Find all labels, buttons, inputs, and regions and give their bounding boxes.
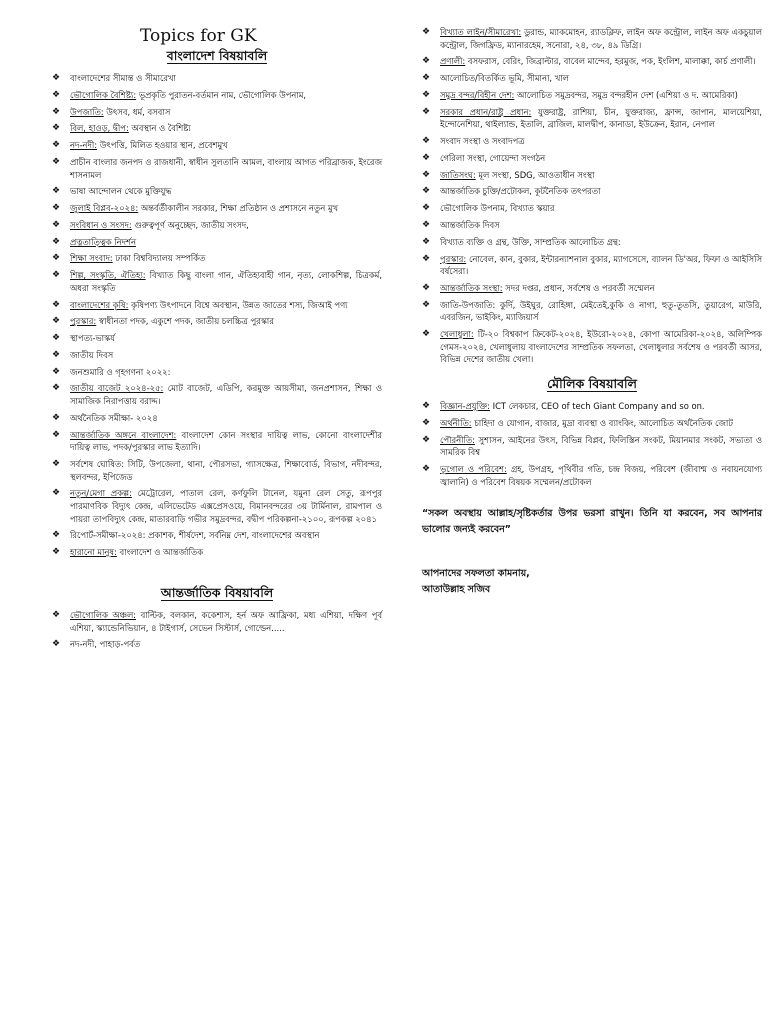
item-label: জাতীয় বাজেট ২০২৪-২৫:: [70, 383, 164, 394]
diamond-bullet-icon: ❖: [52, 219, 61, 230]
item-label: সংবিধান ও সংসদ:: [70, 219, 132, 230]
item-text: গেরিলা সংস্থা, গোয়েন্দা সংগঠন: [440, 152, 546, 163]
diamond-bullet-icon: ❖: [52, 459, 61, 469]
document-title: Topics for GK: [140, 26, 257, 46]
section-title-international: আন্তর্জাতিক বিষয়াবলি: [160, 584, 274, 600]
item-label: হারানো মানুষ:: [70, 547, 117, 558]
diamond-bullet-icon: ❖: [422, 203, 431, 214]
item-text: ডুরান্ড, ম্যাকমোহন, র‍্যাডক্লিফ, লাইন অফ কন্ট্রোল, লাইন অফ একচুয়াল কন্ট্রোল, জিগফ্রিড, ম্যানারহেম, সনোরা, ২৪, ৩৮, ৪৯ ডিগ্রি।: [440, 27, 763, 50]
diamond-bullet-icon: ❖: [422, 282, 431, 293]
item-text: মূল সংস্থা, SDG, আওতাধীন সংস্থা: [475, 169, 595, 180]
item-text: অন্তর্বর্তীকালীন সরকার, শিক্ষা প্রতিষ্ঠান ও প্রশাসনে নতুন মুখ: [138, 203, 339, 214]
item-text: যুক্তরাষ্ট্র, রাশিয়া, চীন, যুক্তরাজ্য, ফ্রান্স, জাপান, মালয়েশিয়া, ইন্দোনেশিয়া, থাইল্যান্ড, ইতালি, ব্রাজিল, মালদ্বীপ, কানাডা, ইউক্রেন, ইরান, নেপাল: [440, 106, 763, 130]
diamond-bullet-icon: ❖: [422, 152, 431, 163]
item-text: আন্তর্জাতিক চুক্তি/প্রটোকল, কূটনৈতিক তৎপরতা: [440, 186, 601, 197]
list-item: [52, 156, 382, 181]
list-item: [52, 106, 382, 119]
diamond-bullet-icon: ❖: [52, 609, 61, 620]
item-text: সর্বশেষ ঘোষিত: সিটি, উপজেলা, থানা, পৌরসভা, গ্যাসক্ষেত্র, শিক্ষাবোর্ড, বিভাগ, নদীবন্দর, স্থলবন্দর, ইপিজেড: [70, 459, 382, 482]
diamond-bullet-icon: ❖: [52, 316, 61, 327]
list-item: [422, 185, 762, 198]
list-item: [52, 349, 382, 362]
item-text: নদ-নদী, পাহাড়-পর্বত: [70, 639, 141, 650]
item-text: বাংলাদেশ কোন সংস্থার দায়িত্ব লাভ, কোনো বাংলাদেশীর দায়িত্ব লাভ, পদক/পুরস্কার লাভ ইত্যাদি।: [70, 429, 382, 453]
diamond-bullet-icon: ❖: [422, 136, 431, 147]
item-text: সদর দপ্তর, প্রধান, সর্বশেষ ও পরবর্তী সম্মেলন: [502, 282, 655, 293]
item-label: পৌরনীতি:: [440, 434, 475, 445]
diamond-bullet-icon: ❖: [52, 333, 61, 344]
diamond-bullet-icon: ❖: [422, 89, 431, 100]
item-text: উৎপত্তি, মিলিত হওয়ার স্থান, প্রবেশমুখ: [97, 140, 228, 151]
item-label: শিক্ষা সংবাদ:: [70, 253, 113, 264]
list-item: [52, 219, 382, 232]
diamond-bullet-icon: ❖: [52, 383, 61, 394]
item-text: আলোচিত সমুদ্রবন্দর, সমুদ্র বন্দরহীন দেশ (এশিয়া ও দ. আমেরিকা): [514, 89, 738, 100]
diamond-bullet-icon: ❖: [52, 299, 61, 310]
item-label: বিজ্ঞান-প্রযুক্তি:: [440, 401, 490, 412]
item-text: নোবেল, কান, বুকার, ইন্টারন্যাশনাল বুকার, ম্যাগসেসে, ব্যালন ডি'অর, ফিফা ও আইসিসি বর্ষসেরা।: [440, 253, 762, 277]
item-text: গ্রহ, উপগ্রহ, পৃথিবীর গতি, চন্দ্র বিজয়, পরিবেশ (জীবাশ্ম ও নবায়নযোগ্য জ্বালানি) ও পরিবেশ বিষয়ক সম্মেলন/প্রটোকল: [440, 464, 762, 487]
item-label: নতুন/মেগা প্রকল্প:: [70, 488, 132, 499]
item-label: আন্তর্জাতিক সংস্থা:: [440, 282, 503, 293]
list-item: [422, 72, 762, 85]
list-item: [52, 546, 382, 559]
list-item: [422, 106, 762, 131]
item-text: স্বাধীনতা পদক, একুশে পদক, জাতীয় চলচ্চিত্র পুরস্কার: [96, 316, 274, 327]
diamond-bullet-icon: ❖: [52, 429, 61, 440]
diamond-bullet-icon: ❖: [422, 73, 431, 84]
diamond-bullet-icon: ❖: [422, 169, 431, 180]
list-item: [52, 236, 382, 249]
item-label: ভূগোল ও পরিবেশ:: [440, 464, 507, 474]
item-text: সংবাদ সংস্থা ও সংবাদপত্র: [440, 136, 525, 147]
list-item: [422, 219, 762, 232]
diamond-bullet-icon: ❖: [52, 366, 61, 377]
diamond-bullet-icon: ❖: [422, 464, 431, 474]
item-label: খেলাধুলা:: [440, 329, 474, 340]
item-text: জাতীয় দিবস: [70, 349, 114, 360]
list-item: [422, 89, 762, 102]
diamond-bullet-icon: ❖: [422, 236, 431, 247]
item-label: পুরস্কার:: [440, 253, 467, 264]
item-text: চাহিদা ও যোগান, বাজার, মুদ্রা ব্যবস্থা ও ব্যাংকিং, আলোচিত অর্থনৈতিক জোট: [471, 417, 733, 428]
item-text: জাতি-উপজাতি: কুর্দি, উইঘুর, রোহিঙ্গা, মেইতেই,কুকি ও নাগা, হুতু-তুতসি, তুয়ারেগ, মাউরি, এবরজিন, ভাইকিং, ম্যাজিয়ার্স: [440, 299, 762, 323]
item-text: মেট্রোরেল, পাতাল রেল, কর্ণফুলি টানেল, যমুনা রেল সেতু, রূপপুর পারমাণবিক বিদ্যুৎ কেন্দ্র, এলিভেটেড এক্সপ্রেসওয়ে, বিমানবন্দরের ৩য় টার্মিনাল, রামপাল ও পায়রা তাপবিদ্যুৎ কেন্দ্র, মাতারবাড়ি গভীর সমুদ্রবন্দর, বদ্বীপ পরিকল্পনা-২১০০, রূপকল্প ২০৪১: [70, 488, 382, 524]
list-item: [52, 638, 382, 651]
list-item: [422, 169, 762, 182]
right-column: [422, 26, 762, 598]
item-label: জাতিসংঘ:: [440, 169, 476, 180]
list-item: [422, 417, 762, 430]
item-text: ICT লেকচার, CEO of tech Giant Company and so on.: [489, 401, 705, 412]
list-item: [52, 429, 382, 454]
diamond-bullet-icon: ❖: [52, 547, 61, 558]
item-label: বিল, হাওড়, দ্বীপ:: [70, 123, 129, 134]
item-label: নদ-নদী:: [70, 140, 98, 151]
item-text: বসফরাস, বেরিং, জিব্রাল্টার, বাবেল মান্দেব, হরমুজ, পক, ইংলিশ, মালাক্কা, কার্চ প্রণালী।: [465, 56, 756, 67]
list-item: [422, 328, 762, 366]
item-label: প্রণালী:: [440, 56, 466, 67]
item-label: বাংলাদেশের কৃষি:: [70, 299, 129, 310]
item-text: বাংলাদেশের সীমান্ত ও সীমারেখা: [70, 73, 176, 83]
diamond-bullet-icon: ❖: [52, 639, 61, 650]
list-item: [422, 26, 762, 51]
list-item: [52, 609, 382, 634]
list-item: [52, 252, 382, 265]
diamond-bullet-icon: ❖: [422, 56, 431, 67]
item-text: জনশুমারি ও গৃহগণনা ২০২২:: [70, 366, 171, 377]
item-text: মোট বাজেট, এডিপি, করমুক্ত আয়সীমা, জনপ্রশাসন, শিক্ষা ও সামাজিক নিরাপত্তায় বরাদ্দ।: [70, 383, 382, 407]
diamond-bullet-icon: ❖: [52, 89, 61, 100]
list-item: [52, 122, 382, 135]
item-text: অর্থনৈতিক সমীক্ষা- ২০২৪: [70, 412, 158, 423]
diamond-bullet-icon: ❖: [52, 530, 61, 541]
item-text: বিখ্যাত কিছু বাংলা গান, ঐতিহ্যবাহী গান, নৃত্য, লোকশিল্প, চিত্রকর্ম, অধরা সংস্কৃতি: [70, 270, 382, 293]
item-label: সরকার প্রধান/রাষ্ট্র প্রধান:: [440, 106, 532, 117]
diamond-bullet-icon: ❖: [52, 270, 61, 281]
item-text: ভূপ্রকৃতি পুরাতন-বর্তমান নাম, ভৌগোলিক উপনাম,: [136, 89, 307, 100]
list-international-left: [52, 609, 382, 651]
list-item: [52, 487, 382, 525]
quote-text: “সকল অবস্থায় আল্লাহ/সৃষ্টিকর্তার উপর ভরসা রাখুন। তিনি যা করবেন, সব আপনার ভালোর জন্যই করবেন”: [422, 508, 762, 536]
diamond-bullet-icon: ❖: [52, 236, 61, 247]
list-item: [422, 282, 762, 295]
list-item: [422, 253, 762, 278]
list-item: [422, 463, 762, 488]
list-item: [52, 315, 382, 328]
diamond-bullet-icon: ❖: [422, 186, 431, 197]
diamond-bullet-icon: ❖: [52, 186, 61, 197]
list-item: [52, 458, 382, 483]
diamond-bullet-icon: ❖: [422, 106, 431, 117]
item-label: প্রত্নতাত্ত্বিক নিদর্শন: [70, 236, 137, 247]
list-item: [52, 299, 382, 312]
list-item: [422, 299, 762, 324]
item-text: গুরুত্বপূর্ণ অনুচ্ছেদ, জাতীয় সংসদ,: [131, 219, 249, 230]
list-item: [52, 366, 382, 379]
item-text: বাংলাদেশ ও আন্তর্জাতিক: [116, 547, 204, 558]
diamond-bullet-icon: ❖: [52, 349, 61, 360]
item-label: অর্থনীতি:: [440, 417, 472, 428]
signature-line-name: আতাউল্লাহ সজিব: [422, 584, 491, 596]
item-label: বিখ্যাত লাইন/সীমারেখা:: [440, 27, 522, 37]
item-text: অবস্থান ও বৈশিষ্ট্য: [128, 123, 191, 134]
list-item: [422, 202, 762, 215]
item-label: জুলাই বিপ্লব-২০২৪:: [70, 203, 139, 214]
section-title-bangladesh: বাংলাদেশ বিষয়াবলি: [166, 48, 268, 63]
diamond-bullet-icon: ❖: [52, 73, 61, 83]
item-text: বিখ্যাত ব্যক্তি ও গ্রন্থ, উক্তি, সাম্প্রতিক আলোচিত গ্রন্থ:: [440, 236, 621, 247]
diamond-bullet-icon: ❖: [52, 253, 61, 264]
item-label: সমুদ্র বন্দর/বিহীন দেশ:: [440, 89, 515, 100]
list-item: [52, 72, 382, 85]
diamond-bullet-icon: ❖: [52, 488, 61, 499]
item-text: ভাষা আন্দোলন থেকে মুক্তিযুদ্ধ: [70, 186, 172, 197]
section-title-basic: মৌলিক বিষয়াবলি: [547, 376, 637, 392]
list-item: [422, 152, 762, 165]
list-item: [422, 135, 762, 148]
item-text: আলোচিত/বিতর্কিত ভূমি, সীমানা, খাল: [440, 73, 569, 84]
diamond-bullet-icon: ❖: [52, 123, 61, 134]
item-text: আন্তর্জাতিক দিবস: [440, 220, 500, 230]
list-basic: [422, 400, 762, 488]
list-item: [52, 382, 382, 407]
item-label: পুরস্কার:: [70, 316, 97, 327]
item-label: ভৌগোলিক অঞ্চল:: [70, 609, 137, 620]
list-item: [422, 236, 762, 249]
list-international-right: [422, 26, 762, 366]
diamond-bullet-icon: ❖: [52, 203, 61, 214]
signature-line-greeting: আপনাদের সফলতা কামনায়,: [422, 568, 530, 580]
list-item: [52, 332, 382, 345]
item-text: সুশাসন, আইনের উৎস, বিভিন্ন বিপ্লব, ফিলিস্তিন সংকট, মিয়ানমার সংকট, সভ্যতা ও সামরিক বিশ্ব: [440, 434, 762, 458]
diamond-bullet-icon: ❖: [52, 106, 61, 117]
item-label: ভৌগোলিক বৈশিষ্ট্য:: [70, 89, 137, 100]
item-text: রিপোর্ট-সমীক্ষা-২০২৪: প্রকাশক, শীর্ষদেশ, সর্বনিম্ন দেশ, বাংলাদেশের অবস্থান: [70, 530, 320, 541]
item-text: টি-২০ বিশ্বকাপ ক্রিকেট-২০২৪, ইউরো-২০২৪, কোপা আমেরিকা-২০২৪, অলিম্পিক গেমস-২০২৪, খেলাধুলায় বাংলাদেশের সাম্প্রতিক সফলতা, খেলাধুলার সর্বশেষ ও পরবর্তী আসর, বিভিন্ন দেশের জাতীয় খেলা।: [440, 329, 762, 365]
item-label: শিল্প, সংস্কৃতি, ঐতিহ্য:: [70, 270, 146, 281]
item-label: উপজাতি:: [70, 106, 104, 117]
list-item: [52, 202, 382, 215]
list-item: [52, 139, 382, 152]
item-text: স্থাপত্য-ভাস্কর্য: [70, 333, 115, 344]
diamond-bullet-icon: ❖: [422, 27, 431, 37]
list-item: [52, 89, 382, 102]
item-text: উৎসব, ধর্ম, বসবাস: [103, 106, 171, 117]
item-text: ভৌগোলিক উপনাম, বিখ্যাত স্কয়ার: [440, 203, 555, 214]
list-item: [52, 412, 382, 425]
diamond-bullet-icon: ❖: [422, 299, 431, 310]
item-text: ঢাকা বিশ্ববিদ্যালয় সম্পর্কিত: [112, 253, 206, 264]
left-column: [52, 26, 382, 655]
diamond-bullet-icon: ❖: [422, 401, 431, 412]
list-item: [422, 434, 762, 459]
diamond-bullet-icon: ❖: [422, 417, 431, 428]
item-text: বাল্টিক, বলকান, ককেশাস, হর্ন অফ আফ্রিকা, মধ্য এশিয়া, দক্ষিণ পূর্ব এশিয়া, স্ক্যান্ডেনিভিয়ান, ৪ টাইগার্স, সেভেন সিস্টার্স, গোল্ডেন.....: [70, 609, 383, 633]
diamond-bullet-icon: ❖: [422, 253, 431, 264]
list-item: [52, 269, 382, 294]
diamond-bullet-icon: ❖: [52, 412, 61, 423]
diamond-bullet-icon: ❖: [422, 329, 431, 340]
list-item: [52, 529, 382, 542]
list-item: [422, 55, 762, 68]
signature-block: [422, 566, 762, 598]
diamond-bullet-icon: ❖: [52, 156, 61, 167]
item-text: কৃষিপণ্য উৎপাদনে বিশ্বে অবস্থান, উন্নত জাতের শস্য, জিআই পণ্য: [128, 299, 348, 310]
list-item: [422, 400, 762, 413]
diamond-bullet-icon: ❖: [52, 140, 61, 151]
item-label: আন্তর্জাতিক অঙ্গনে বাংলাদেশ:: [70, 429, 177, 440]
diamond-bullet-icon: ❖: [422, 220, 431, 230]
list-item: [52, 185, 382, 198]
item-text: প্রাচীন বাংলার জনপদ ও রাজধানী, স্বাধীন সুলতানি আমল, বাংলায় আগত পরিব্রাজক, ইংরেজ শাসনামল: [70, 156, 382, 180]
diamond-bullet-icon: ❖: [422, 434, 431, 445]
list-bangladesh: [52, 72, 382, 559]
